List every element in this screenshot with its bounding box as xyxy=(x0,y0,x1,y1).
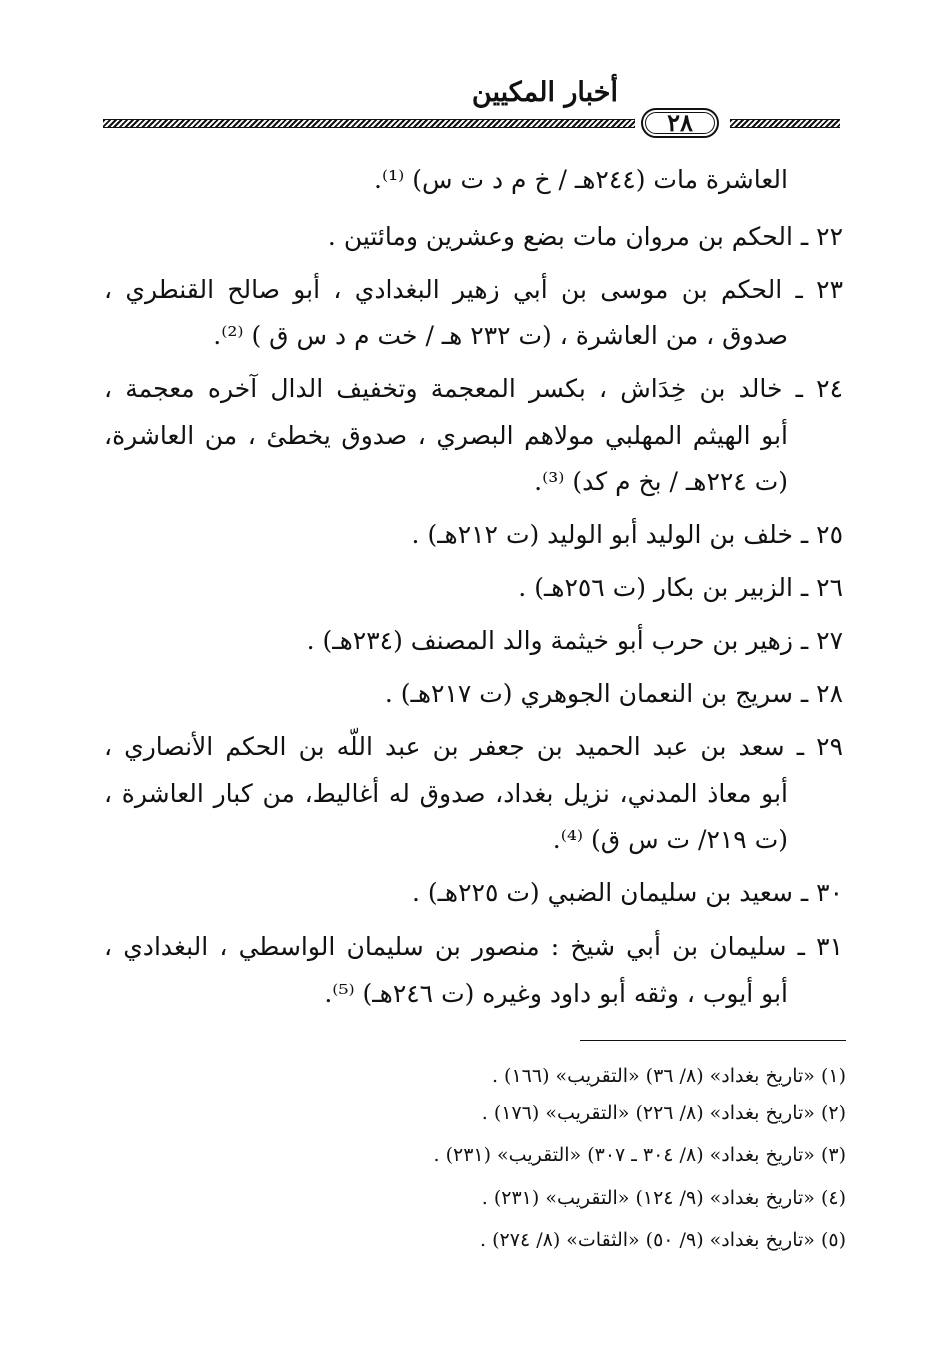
body-line: أبو معاذ المدني، نزيل بغداد، صدوق له أغاليط، من كبار العاشرة ، xyxy=(104,779,788,808)
entry-27: ٢٧ ـ زهير بن حرب أبو خيثمة والد المصنف (٢٣٤هـ) . xyxy=(306,626,843,655)
entry-29: ٢٩ ـ سعد بن عبد الحميد بن جعفر بن عبد اللّه بن الحكم الأنصاري ، xyxy=(104,732,843,761)
body-line: أبو أيوب ، وثقه أبو داود وغيره (ت ٢٤٦هـ) ⁽⁵⁾. xyxy=(324,979,788,1008)
running-title: أخبار المكيين xyxy=(471,77,618,108)
footnote-separator xyxy=(580,1040,846,1041)
body-line: صدوق ، من العاشرة ، (ت ٢٣٢ هـ / خت م د س ق ) ⁽²⁾. xyxy=(213,321,788,350)
page-number: ٢٨ xyxy=(641,108,719,138)
entry-22: ٢٢ ـ الحكم بن مروان مات بضع وعشرين ومائتين . xyxy=(327,222,843,251)
entry-25: ٢٥ ـ خلف بن الوليد أبو الوليد (ت ٢١٢هـ) . xyxy=(411,520,843,549)
footnote-1: (١) «تاريخ بغداد» (٨/ ٣٦) «التقريب» (١٦٦) . xyxy=(491,1065,846,1087)
footnote-3: (٣) «تاريخ بغداد» (٨/ ٣٠٤ ـ ٣٠٧) «التقريب» (٢٣١) . xyxy=(433,1144,846,1166)
entry-31: ٣١ ـ سليمان بن أبي شيخ : منصور بن سليمان الواسطي ، البغدادي ، xyxy=(104,932,843,961)
body-line: أبو الهيثم المهلبي مولاهم البصري ، صدوق يخطئ ، من العاشرة، xyxy=(104,421,788,450)
entry-26: ٢٦ ـ الزبير بن بكار (ت ٢٥٦هـ) . xyxy=(518,573,843,602)
entry-28: ٢٨ ـ سريج بن النعمان الجوهري (ت ٢١٧هـ) . xyxy=(384,679,843,708)
body-line: (ت ٢١٩/ ت س ق) ⁽⁴⁾. xyxy=(552,825,788,854)
body-line: (ت ٢٢٤هـ / بخ م كد) ⁽³⁾. xyxy=(534,467,788,496)
footnote-5: (٥) «تاريخ بغداد» (٩/ ٥٠) «الثقات» (٨/ ٢٧٤) . xyxy=(480,1229,846,1251)
body-line: العاشرة مات (٢٤٤هـ / خ م د ت س) ⁽¹⁾. xyxy=(374,165,788,194)
header-rule-right xyxy=(730,119,840,128)
footnote-4: (٤) «تاريخ بغداد» (٩/ ١٢٤) «التقريب» (٢٣١) . xyxy=(481,1187,846,1209)
entry-23: ٢٣ ـ الحكم بن موسى بن أبي زهير البغدادي ، أبو صالح القنطري ، xyxy=(104,275,843,304)
header-rule-left xyxy=(103,119,635,128)
entry-24: ٢٤ ـ خالد بن خِدَاش ، بكسر المعجمة وتخفيف الدال آخره معجمة ، xyxy=(104,374,843,403)
footnote-2: (٢) «تاريخ بغداد» (٨/ ٢٢٦) «التقريب» (١٧٦) . xyxy=(481,1102,846,1124)
entry-30: ٣٠ ـ سعيد بن سليمان الضبي (ت ٢٢٥هـ) . xyxy=(411,878,843,907)
